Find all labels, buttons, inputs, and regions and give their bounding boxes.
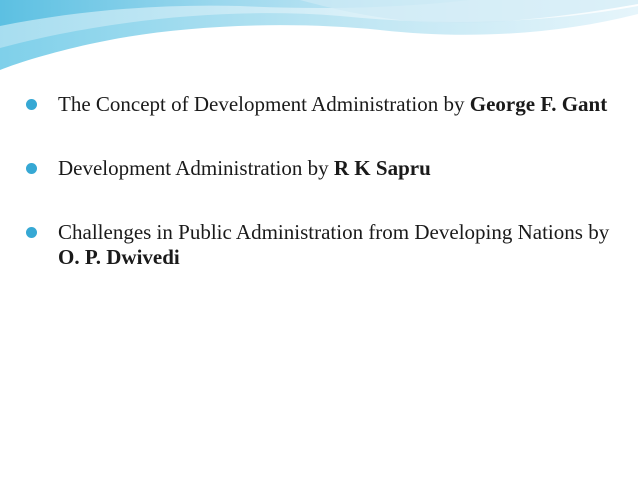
- bullet-author: George F. Gant: [469, 92, 608, 116]
- bullet-item: [18, 156, 618, 181]
- bullet-item: [18, 92, 618, 117]
- bullet-author: R K Sapru: [333, 156, 431, 180]
- bullet-item: [18, 220, 618, 270]
- bullet-text: The Concept of Development Administration by: [58, 92, 470, 116]
- bullet-text: Development Administration by: [58, 156, 334, 180]
- bullet-text: Challenges in Public Administration from Developing Nations by: [58, 220, 610, 244]
- bullet-dot-icon: [26, 227, 37, 238]
- header-wave-decoration: [0, 0, 638, 70]
- bullet-author: O. P. Dwivedi: [58, 245, 180, 269]
- bullet-dot-icon: [26, 163, 37, 174]
- bullet-list: [18, 92, 618, 270]
- bullet-dot-icon: [26, 99, 37, 110]
